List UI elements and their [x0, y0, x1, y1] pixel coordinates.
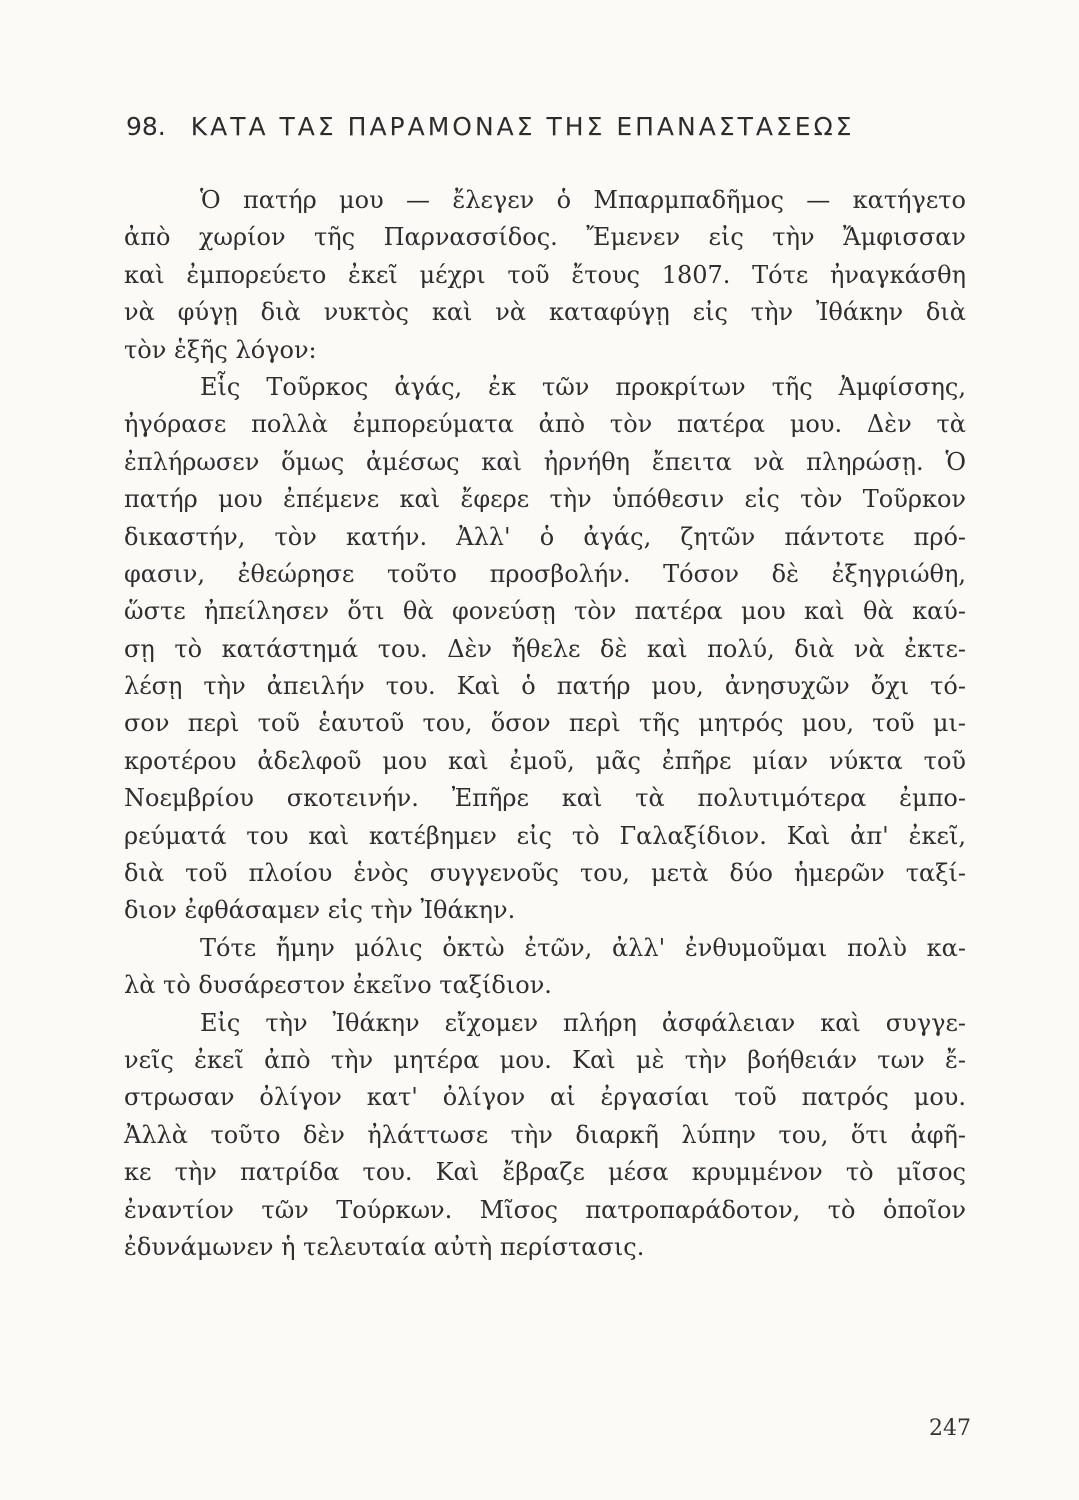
- page-number: 247: [929, 1416, 971, 1441]
- text-line: ἐναντίον τῶν Τούρκων. Μῖσος πατροπαράδοτον, τὸ ὁποῖον: [124, 1195, 966, 1224]
- text-line: Ἀλλὰ τοῦτο δὲν ἠλάττωσε τὴν διαρκῆ λύπην του, ὅτι ἀφῆ-: [124, 1120, 966, 1149]
- text-line: καὶ ἐμπορεύετο ἐκεῖ μέχρι τοῦ ἔτους 1807. Τότε ἠναγκάσθη: [124, 260, 966, 289]
- text-line: δικαστήν, τὸν κατήν. Ἀλλ' ὁ ἀγάς, ζητῶν πάντοτε πρό-: [124, 522, 966, 551]
- body-text: [124, 182, 966, 1266]
- text-line: φασιν, ἐθεώρησε τοῦτο προσβολήν. Τόσον δὲ ἐξηγριώθη,: [124, 559, 966, 588]
- text-line: σῃ τὸ κατάστημά του. Δὲν ἤθελε δὲ καὶ πολύ, διὰ νὰ ἐκτε-: [124, 634, 966, 663]
- text-line: ἐπλήρωσεν ὅμως ἀμέσως καὶ ἠρνήθη ἔπειτα νὰ πληρώσῃ. Ὁ: [124, 447, 966, 476]
- text-line: λέσῃ τὴν ἀπειλήν του. Καὶ ὁ πατήρ μου, ἀνησυχῶν ὄχι τό-: [124, 672, 966, 701]
- chapter-title: ΚΑΤΑ ΤΑΣ ΠΑΡΑΜΟΝΑΣ ΤΗΣ ΕΠΑΝΑΣΤΑΣΕΩΣ: [190, 112, 855, 141]
- text-line: ἠγόρασε πολλὰ ἐμπορεύματα ἀπὸ τὸν πατέρα μου. Δὲν τὰ: [124, 410, 966, 439]
- running-head: [126, 112, 966, 141]
- text-line: λὰ τὸ δυσάρεστον ἐκεῖνο ταξίδιον.: [124, 971, 552, 1000]
- text-line: κε τὴν πατρίδα του. Καὶ ἔβραζε μέσα κρυμμένον τὸ μῖσος: [124, 1158, 966, 1187]
- text-line: ἀπὸ χωρίον τῆς Παρνασσίδος. Ἔμενεν εἰς τὴν Ἄμφισσαν: [124, 223, 966, 252]
- text-line: πατήρ μου ἐπέμενε καὶ ἔφερε τὴν ὑπόθεσιν εἰς τὸν Τοῦρκον: [124, 485, 966, 514]
- text-line: Εἰς τὴν Ἰθάκην εἴχομεν πλήρη ἀσφάλειαν καὶ συγγε-: [200, 1008, 966, 1037]
- text-line: Τότε ἤμην μόλις ὀκτὼ ἐτῶν, ἀλλ' ἐνθυμοῦμαι πολὺ κα-: [200, 933, 966, 962]
- text-line: Ὁ πατήρ μου — ἔλεγεν ὁ Μπαρμπαδῆμος — κατήγετο: [200, 186, 966, 214]
- text-line: Νοεμβρίου σκοτεινήν. Ἐπῆρε καὶ τὰ πολυτιμότερα ἐμπο-: [124, 784, 966, 813]
- text-line: ὥστε ἠπείλησεν ὅτι θὰ φονεύσῃ τὸν πατέρα μου καὶ θὰ καύ-: [124, 597, 966, 626]
- text-line: τὸν ἑξῆς λόγον:: [124, 335, 317, 364]
- text-line: διον ἐφθάσαμεν εἰς τὴν Ἰθάκην.: [124, 896, 516, 925]
- text-line: κροτέρου ἀδελφοῦ μου καὶ ἐμοῦ, μᾶς ἐπῆρε μίαν νύκτα τοῦ: [124, 746, 966, 775]
- page-section-number: 98.: [126, 112, 166, 141]
- text-line: στρωσαν ὀλίγον κατ' ὀλίγον αἱ ἐργασίαι τοῦ πατρός μου.: [124, 1083, 966, 1112]
- text-line: σον περὶ τοῦ ἑαυτοῦ του, ὅσον περὶ τῆς μητρός μου, τοῦ μι-: [124, 709, 966, 738]
- text-line: Εἷς Τοῦρκος ἀγάς, ἐκ τῶν προκρίτων τῆς Ἀμφίσσης,: [200, 372, 966, 401]
- text-line: ἐδυνάμωνεν ἡ τελευταία αὐτὴ περίστασις.: [124, 1232, 645, 1261]
- text-line: διὰ τοῦ πλοίου ἑνὸς συγγενοῦς του, μετὰ δύο ἡμερῶν ταξί-: [124, 859, 966, 888]
- text-line: νεῖς ἐκεῖ ἀπὸ τὴν μητέρα μου. Καὶ μὲ τὴν βοήθειάν των ἔ-: [124, 1045, 966, 1074]
- text-line: ρεύματά του καὶ κατέβημεν εἰς τὸ Γαλαξίδιον. Καὶ ἀπ' ἐκεῖ,: [124, 821, 966, 850]
- text-line: νὰ φύγῃ διὰ νυκτὸς καὶ νὰ καταφύγῃ εἰς τὴν Ἰθάκην διὰ: [124, 298, 966, 327]
